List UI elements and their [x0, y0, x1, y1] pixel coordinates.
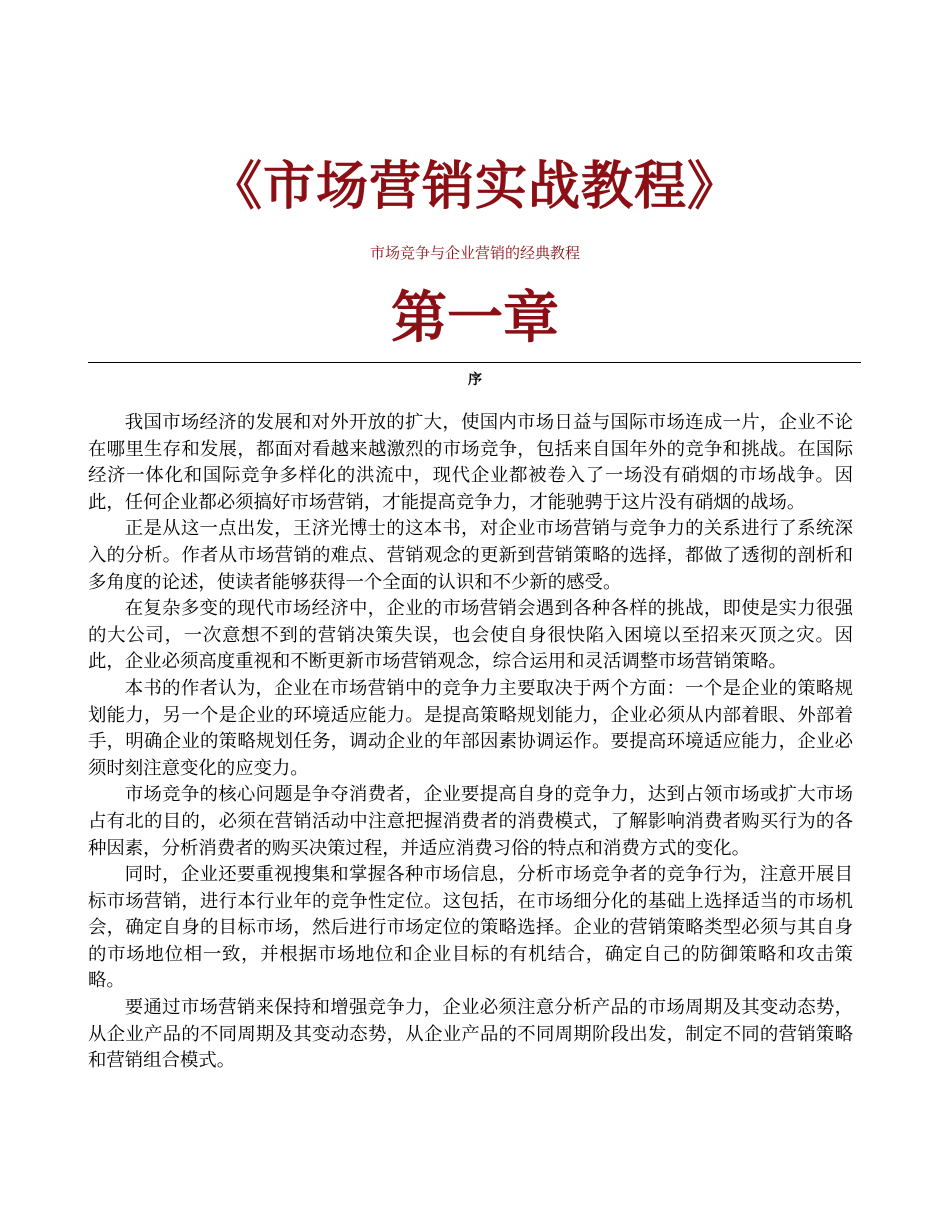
paragraph-3: 在复杂多变的现代市场经济中，企业的市场营销会遇到各种各样的挑战，即使是实力很强的大公司，一次意想不到的营销决策失误，也会使自身很快陷入困境以至招来灭顶之灾。因此，企业必须高度重视和不断更新市场营销观念，综合运用和灵活调整市场营销策略。: [88, 598, 853, 673]
paragraph-2: 正是从这一点出发，王济光博士的这本书，对企业市场营销与竞争力的关系进行了系统深入的分析。作者从市场营销的难点、营销观念的更新到营销策略的选择，都做了透彻的剖析和多角度的论述，使读者能够获得一个全面的认识和不少新的感受。: [88, 518, 853, 593]
paragraph-6: 同时，企业还要重视搜集和掌握各种市场信息，分析市场竞争者的竞争行为，注意开展目标市场营销，进行本行业年的竞争性定位。这包括，在市场细分化的基础上选择适当的市场机会，确定自身的目标市场，然后进行市场定位的策略选择。企业的营销策略类型必须与其自身的市场地位相一致，并根据市场地位和企业目标的有机结合，确定自己的防御策略和攻击策略。: [88, 864, 853, 992]
horizontal-rule: [88, 362, 861, 363]
paragraph-1: 我国市场经济的发展和对外开放的扩大，使国内市场日益与国际市场连成一片，企业不论在哪里生存和发展，都面对看越来越激烈的市场竞争，包括来自国年外的竞争和挑战。在国际经济一体化和国际竞争多样化的洪流中，现代企业都被卷入了一场没有硝烟的市场战争。因此，任何企业都必须搞好市场营销，才能提高竞争力，才能驰骋于这片没有硝烟的战场。: [88, 412, 853, 513]
body-text: [88, 410, 853, 1075]
book-subtitle: 市场竞争与企业营销的经典教程: [369, 244, 580, 262]
section-heading: 序: [468, 372, 482, 388]
chapter-heading: 第一章: [391, 286, 559, 351]
book-title: 《市场营销实战教程》: [209, 157, 740, 217]
paragraph-4: 本书的作者认为，企业在市场营销中的竞争力主要取决于两个方面：一个是企业的策略规划能力，另一个是企业的环境适应能力。是提高策略规划能力，企业必须从内部着眼、外部着手，明确企业的策略规划任务，调动企业的年部因素协调运作。要提高环境适应能力，企业必须时刻注意变化的应变力。: [88, 677, 853, 779]
paragraph-7: 要通过市场营销来保持和增强竞争力，企业必须注意分析产品的市场周期及其变动态势，从企业产品的不同周期及其变动态势，从企业产品的不同周期阶段出发，制定不同的营销策略和营销组合模式。: [88, 997, 853, 1072]
paragraph-5: 市场竞争的核心问题是争夺消费者，企业要提高自身的竞争力，达到占领市场或扩大市场占有北的目的，必须在营销活动中注意把握消费者的消费模式，了解影响消费者购买行为的各种因素，分析消费者的购买决策过程，并适应消费习俗的特点和消费方式的变化。: [88, 784, 853, 859]
